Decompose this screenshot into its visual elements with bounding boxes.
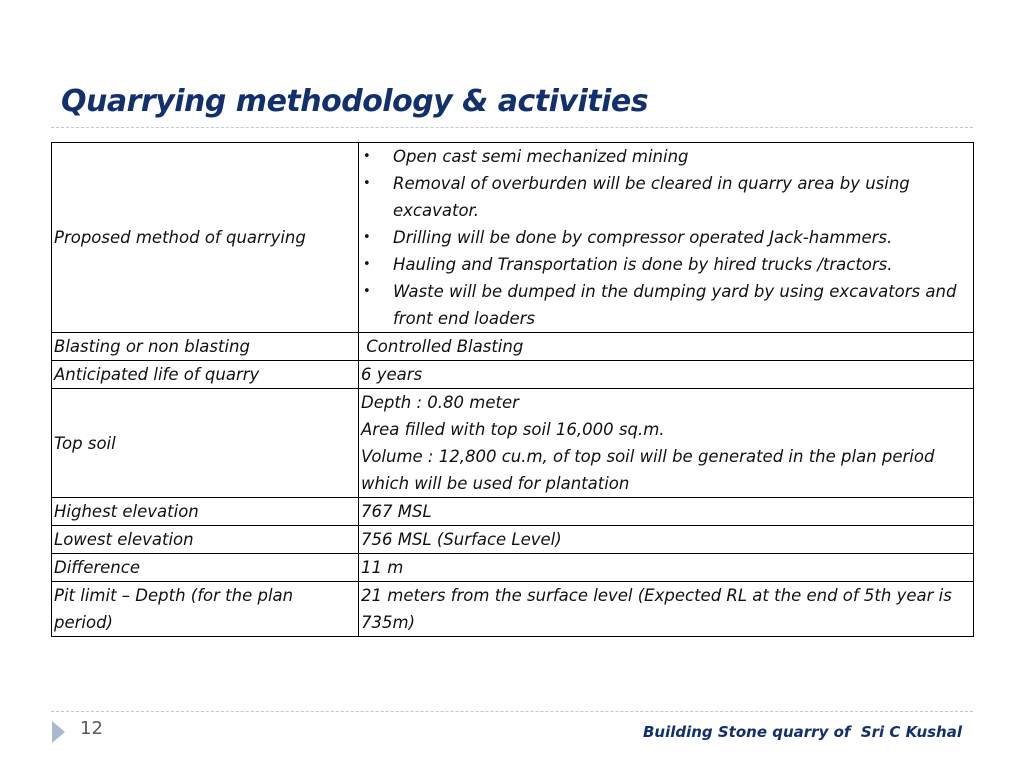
table-row	[52, 361, 974, 389]
list-item	[361, 251, 971, 278]
table-row	[52, 554, 974, 582]
list-item-text: Drilling will be done by compressor operated Jack-hammers.	[393, 228, 893, 247]
row-value: Controlled Blasting	[359, 333, 974, 361]
row-value: 767 MSL	[359, 498, 974, 526]
bullet-icon: •	[363, 149, 371, 164]
page-number: 12	[80, 718, 103, 739]
table-row	[52, 582, 974, 637]
table-row	[52, 526, 974, 554]
triangle-arrow-icon	[52, 721, 65, 743]
row-value: 21 meters from the surface level (Expected RL at the end of 5th year is 735m)	[359, 582, 974, 637]
row-label: Blasting or non blasting	[52, 333, 359, 361]
list-item-text: Hauling and Transportation is done by hired trucks /tractors.	[393, 255, 893, 274]
topsoil-volume: Volume : 12,800 cu.m, of top soil will be generated in the plan period which will be used for plantation	[361, 447, 935, 493]
row-label: Highest elevation	[52, 498, 359, 526]
list-item	[361, 224, 971, 251]
footer-divider	[51, 711, 973, 712]
row-value	[359, 389, 974, 498]
row-label: Anticipated life of quarry	[52, 361, 359, 389]
row-value: 756 MSL (Surface Level)	[359, 526, 974, 554]
row-label: Lowest elevation	[52, 526, 359, 554]
list-item	[361, 143, 971, 170]
method-bullet-list	[361, 143, 971, 332]
footer-text: Building Stone quarry of Sri C Kushal	[642, 723, 962, 741]
row-label: Top soil	[52, 389, 359, 498]
quarry-info-table	[51, 142, 974, 637]
title-divider	[51, 127, 973, 128]
slide-title: Quarrying methodology & activities	[61, 84, 649, 119]
row-value: 6 years	[359, 361, 974, 389]
row-label: Difference	[52, 554, 359, 582]
bullet-icon: •	[363, 284, 371, 299]
table-row	[52, 143, 974, 333]
row-value: 11 m	[359, 554, 974, 582]
row-value	[359, 143, 974, 333]
list-item-text: Open cast semi mechanized mining	[393, 147, 689, 166]
row-label: Pit limit – Depth (for the plan period)	[52, 582, 359, 637]
list-item-text: Removal of overburden will be cleared in quarry area by using excavator.	[393, 174, 910, 220]
topsoil-depth: Depth : 0.80 meter	[361, 393, 519, 412]
topsoil-area: Area filled with top soil 16,000 sq.m.	[361, 420, 665, 439]
bullet-icon: •	[363, 176, 371, 191]
bullet-icon: •	[363, 230, 371, 245]
list-item	[361, 170, 971, 224]
bullet-icon: •	[363, 257, 371, 272]
table-row	[52, 389, 974, 498]
row-label: Proposed method of quarrying	[52, 143, 359, 333]
list-item	[361, 278, 971, 332]
table-row	[52, 498, 974, 526]
list-item-text: Waste will be dumped in the dumping yard by using excavators and front end loaders	[393, 282, 957, 328]
table-row	[52, 333, 974, 361]
